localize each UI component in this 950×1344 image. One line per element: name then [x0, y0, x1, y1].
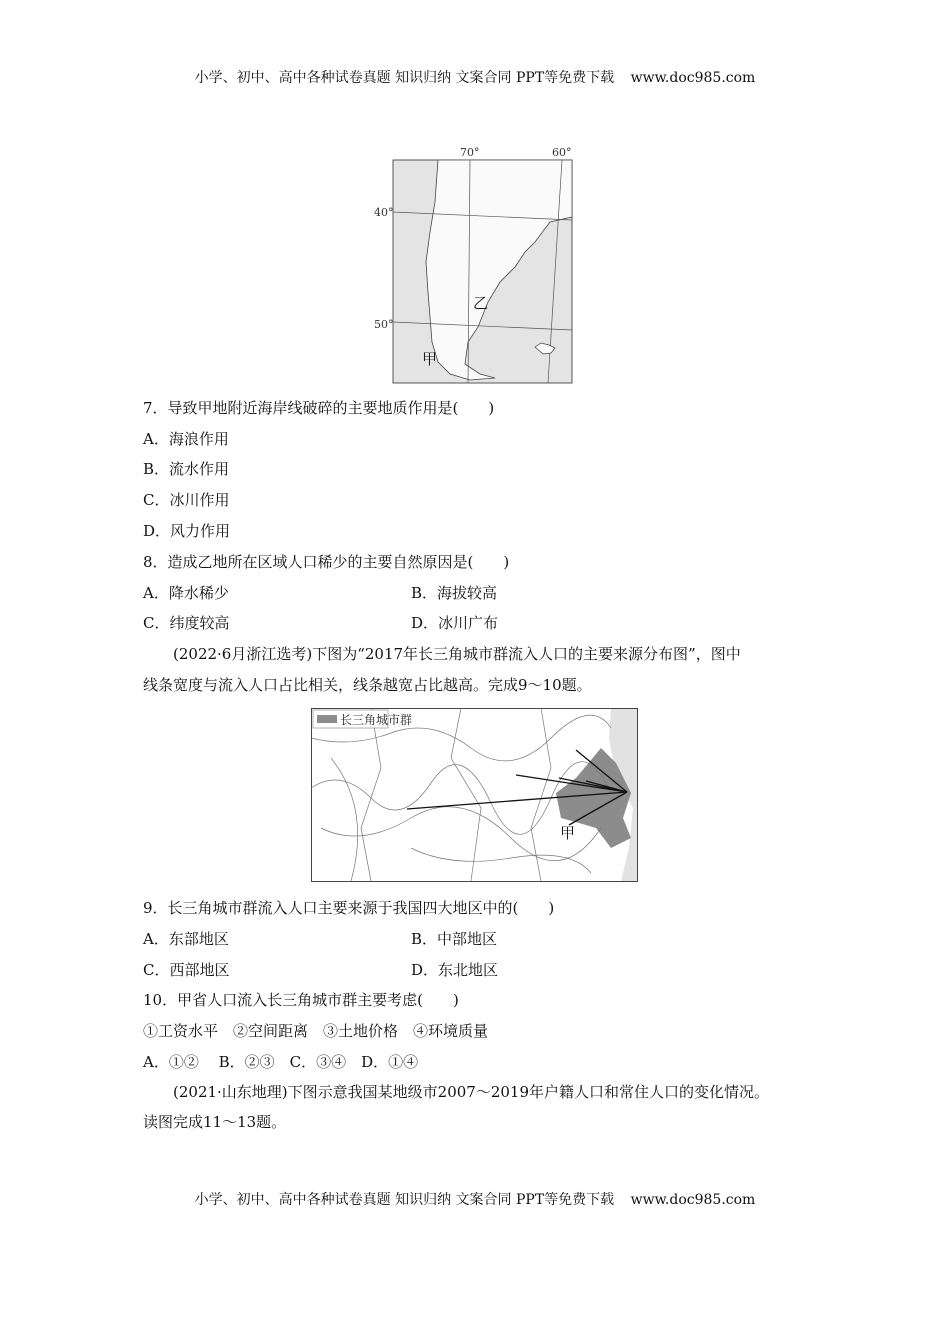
q7-option-b: B．流水作用	[143, 460, 230, 478]
passage1-line1: (2022·6月浙江选考)下图为“2017年长三角城市群流入人口的主要来源分布图”，图中	[173, 645, 741, 663]
q9-option-c: C．西部地区	[143, 961, 230, 979]
q8-option-d: D．冰川广布	[411, 614, 499, 632]
q10-items: ①工资水平 ②空间距离 ③土地价格 ④环境质量	[143, 1022, 489, 1040]
place-jia: 甲	[422, 350, 438, 368]
q9-option-b: B．中部地区	[411, 930, 498, 948]
header-text: 小学、初中、高中各种试卷真题 知识归纳 文案合同 PPT等免费下载	[194, 70, 615, 86]
lat-label-50: 50°	[374, 318, 394, 331]
q8-option-c: C．纬度较高	[143, 614, 230, 632]
q10-stem: 10．甲省人口流入长三角城市群主要考虑( )	[143, 991, 459, 1009]
q8-stem: 8．造成乙地所在区域人口稀少的主要自然原因是( )	[143, 553, 510, 571]
passage2-line1: (2021·山东地理)下图示意我国某地级市2007～2019年户籍人口和常住人口的变化情况。	[173, 1083, 769, 1101]
place-jia-province: 甲	[560, 824, 576, 842]
map2-legend-label: 长三角城市群	[340, 713, 413, 727]
yangtze-delta-map	[311, 708, 638, 882]
q7-option-c: C．冰川作用	[143, 491, 230, 509]
lon-label-60: 60°	[552, 146, 572, 159]
lat-label-40: 40°	[374, 206, 394, 219]
q9-stem: 9．长三角城市群流入人口主要来源于我国四大地区中的( )	[143, 899, 555, 917]
patagonia-map	[360, 142, 590, 392]
passage2-line2: 读图完成11～13题。	[143, 1113, 287, 1131]
q8-option-b: B．海拔较高	[411, 584, 498, 602]
header-url[interactable]: www.doc985.com	[630, 70, 756, 86]
page-header	[0, 68, 950, 88]
q7-stem: 7．导致甲地附近海岸线破碎的主要地质作用是( )	[143, 399, 495, 417]
passage1-line2: 线条宽度与流入人口占比相关，线条越宽占比越高。完成9～10题。	[143, 676, 592, 694]
q7-option-a: A．海浪作用	[143, 430, 229, 448]
q9-option-a: A．东部地区	[143, 930, 229, 948]
q9-option-d: D．东北地区	[411, 961, 499, 979]
q8-option-a: A．降水稀少	[143, 584, 229, 602]
page-footer	[0, 1190, 950, 1210]
q7-option-d: D．风力作用	[143, 522, 231, 540]
footer-text: 小学、初中、高中各种试卷真题 知识归纳 文案合同 PPT等免费下载	[194, 1192, 615, 1208]
footer-url[interactable]: www.doc985.com	[630, 1192, 756, 1208]
place-yi: 乙	[473, 294, 489, 312]
lon-label-70: 70°	[460, 146, 480, 159]
legend-swatch	[317, 715, 337, 723]
q10-options: A．①② B．②③ C．③④ D．①④	[143, 1053, 419, 1071]
